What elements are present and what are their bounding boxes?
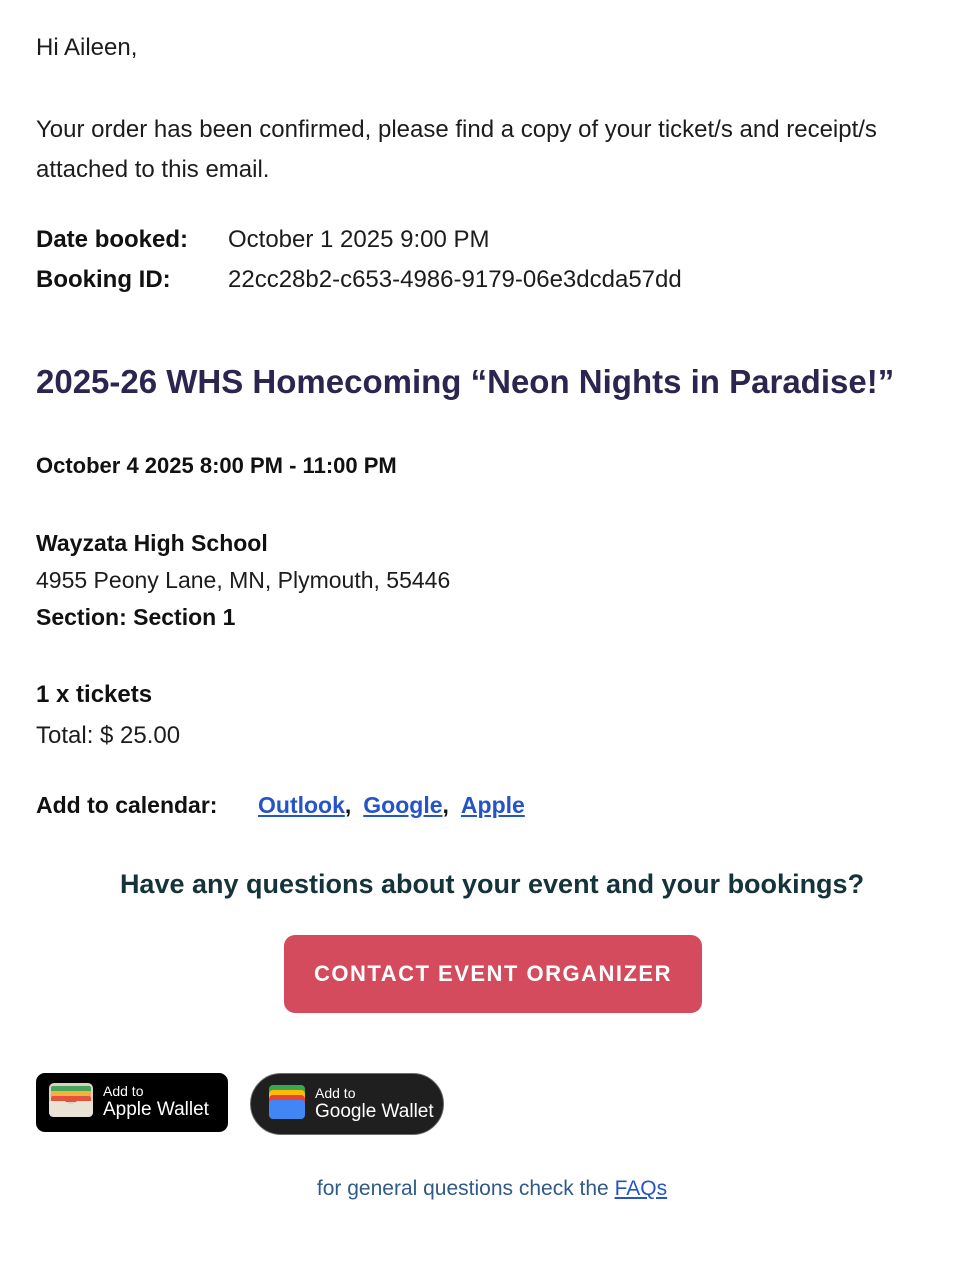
date-booked-value: October 1 2025 9:00 PM (228, 226, 490, 253)
venue-name: Wayzata High School (36, 530, 268, 556)
date-booked-label: Date booked: (36, 226, 189, 253)
booking-id-value: 22cc28b2-c653-4986-9179-06e3dcda57dd (228, 266, 682, 293)
event-title: 2025-26 WHS Homecoming “Neon Nights in Paradise!” (36, 363, 895, 400)
calendar-link-google[interactable]: Google (363, 792, 443, 818)
booking-id-row (36, 260, 682, 300)
google-wallet-label: Google Wallet (315, 1100, 434, 1122)
greeting: Hi Aileen, (36, 34, 138, 61)
booking-id-label: Booking ID: (36, 266, 171, 293)
add-to-apple-wallet-button[interactable] (36, 1073, 228, 1132)
add-to-google-wallet-button[interactable] (250, 1073, 444, 1135)
calendar-separator: , (344, 792, 352, 818)
venue-address: 4955 Peony Lane, MN, Plymouth, 55446 (36, 567, 451, 593)
calendar-separator: , (442, 792, 449, 818)
apple-wallet-small-label: Add to (103, 1083, 144, 1099)
ticket-total: Total: $ 25.00 (36, 722, 181, 749)
faq-row (0, 1173, 976, 1205)
event-datetime: October 4 2025 8:00 PM - 11:00 PM (36, 453, 397, 478)
google-wallet-small-label: Add to (315, 1084, 356, 1101)
faq-link[interactable]: FAQs (614, 1177, 668, 1200)
questions-heading: Have any questions about your event and your bookings? (119, 869, 865, 899)
faq-text: for general questions check the (316, 1177, 615, 1200)
calendar-link-outlook[interactable]: Outlook (258, 792, 345, 818)
add-to-calendar-row (36, 789, 525, 821)
contact-organizer-button[interactable] (284, 935, 702, 1013)
add-to-calendar-label: Add to calendar: (36, 792, 218, 818)
calendar-link-apple[interactable]: Apple (460, 792, 525, 818)
intro-text: Your order has been confirmed, please find a copy of your ticket/s and receipt/s attached to this email. (36, 116, 877, 183)
ticket-quantity: 1 x tickets (36, 681, 153, 708)
venue-section: Section: Section 1 (36, 604, 236, 630)
apple-wallet-icon (49, 1083, 93, 1122)
google-wallet-icon (269, 1085, 305, 1124)
contact-organizer-label: CONTACT EVENT ORGANIZER (314, 961, 672, 986)
apple-wallet-label: Apple Wallet (103, 1099, 209, 1120)
date-booked-row (36, 220, 490, 260)
